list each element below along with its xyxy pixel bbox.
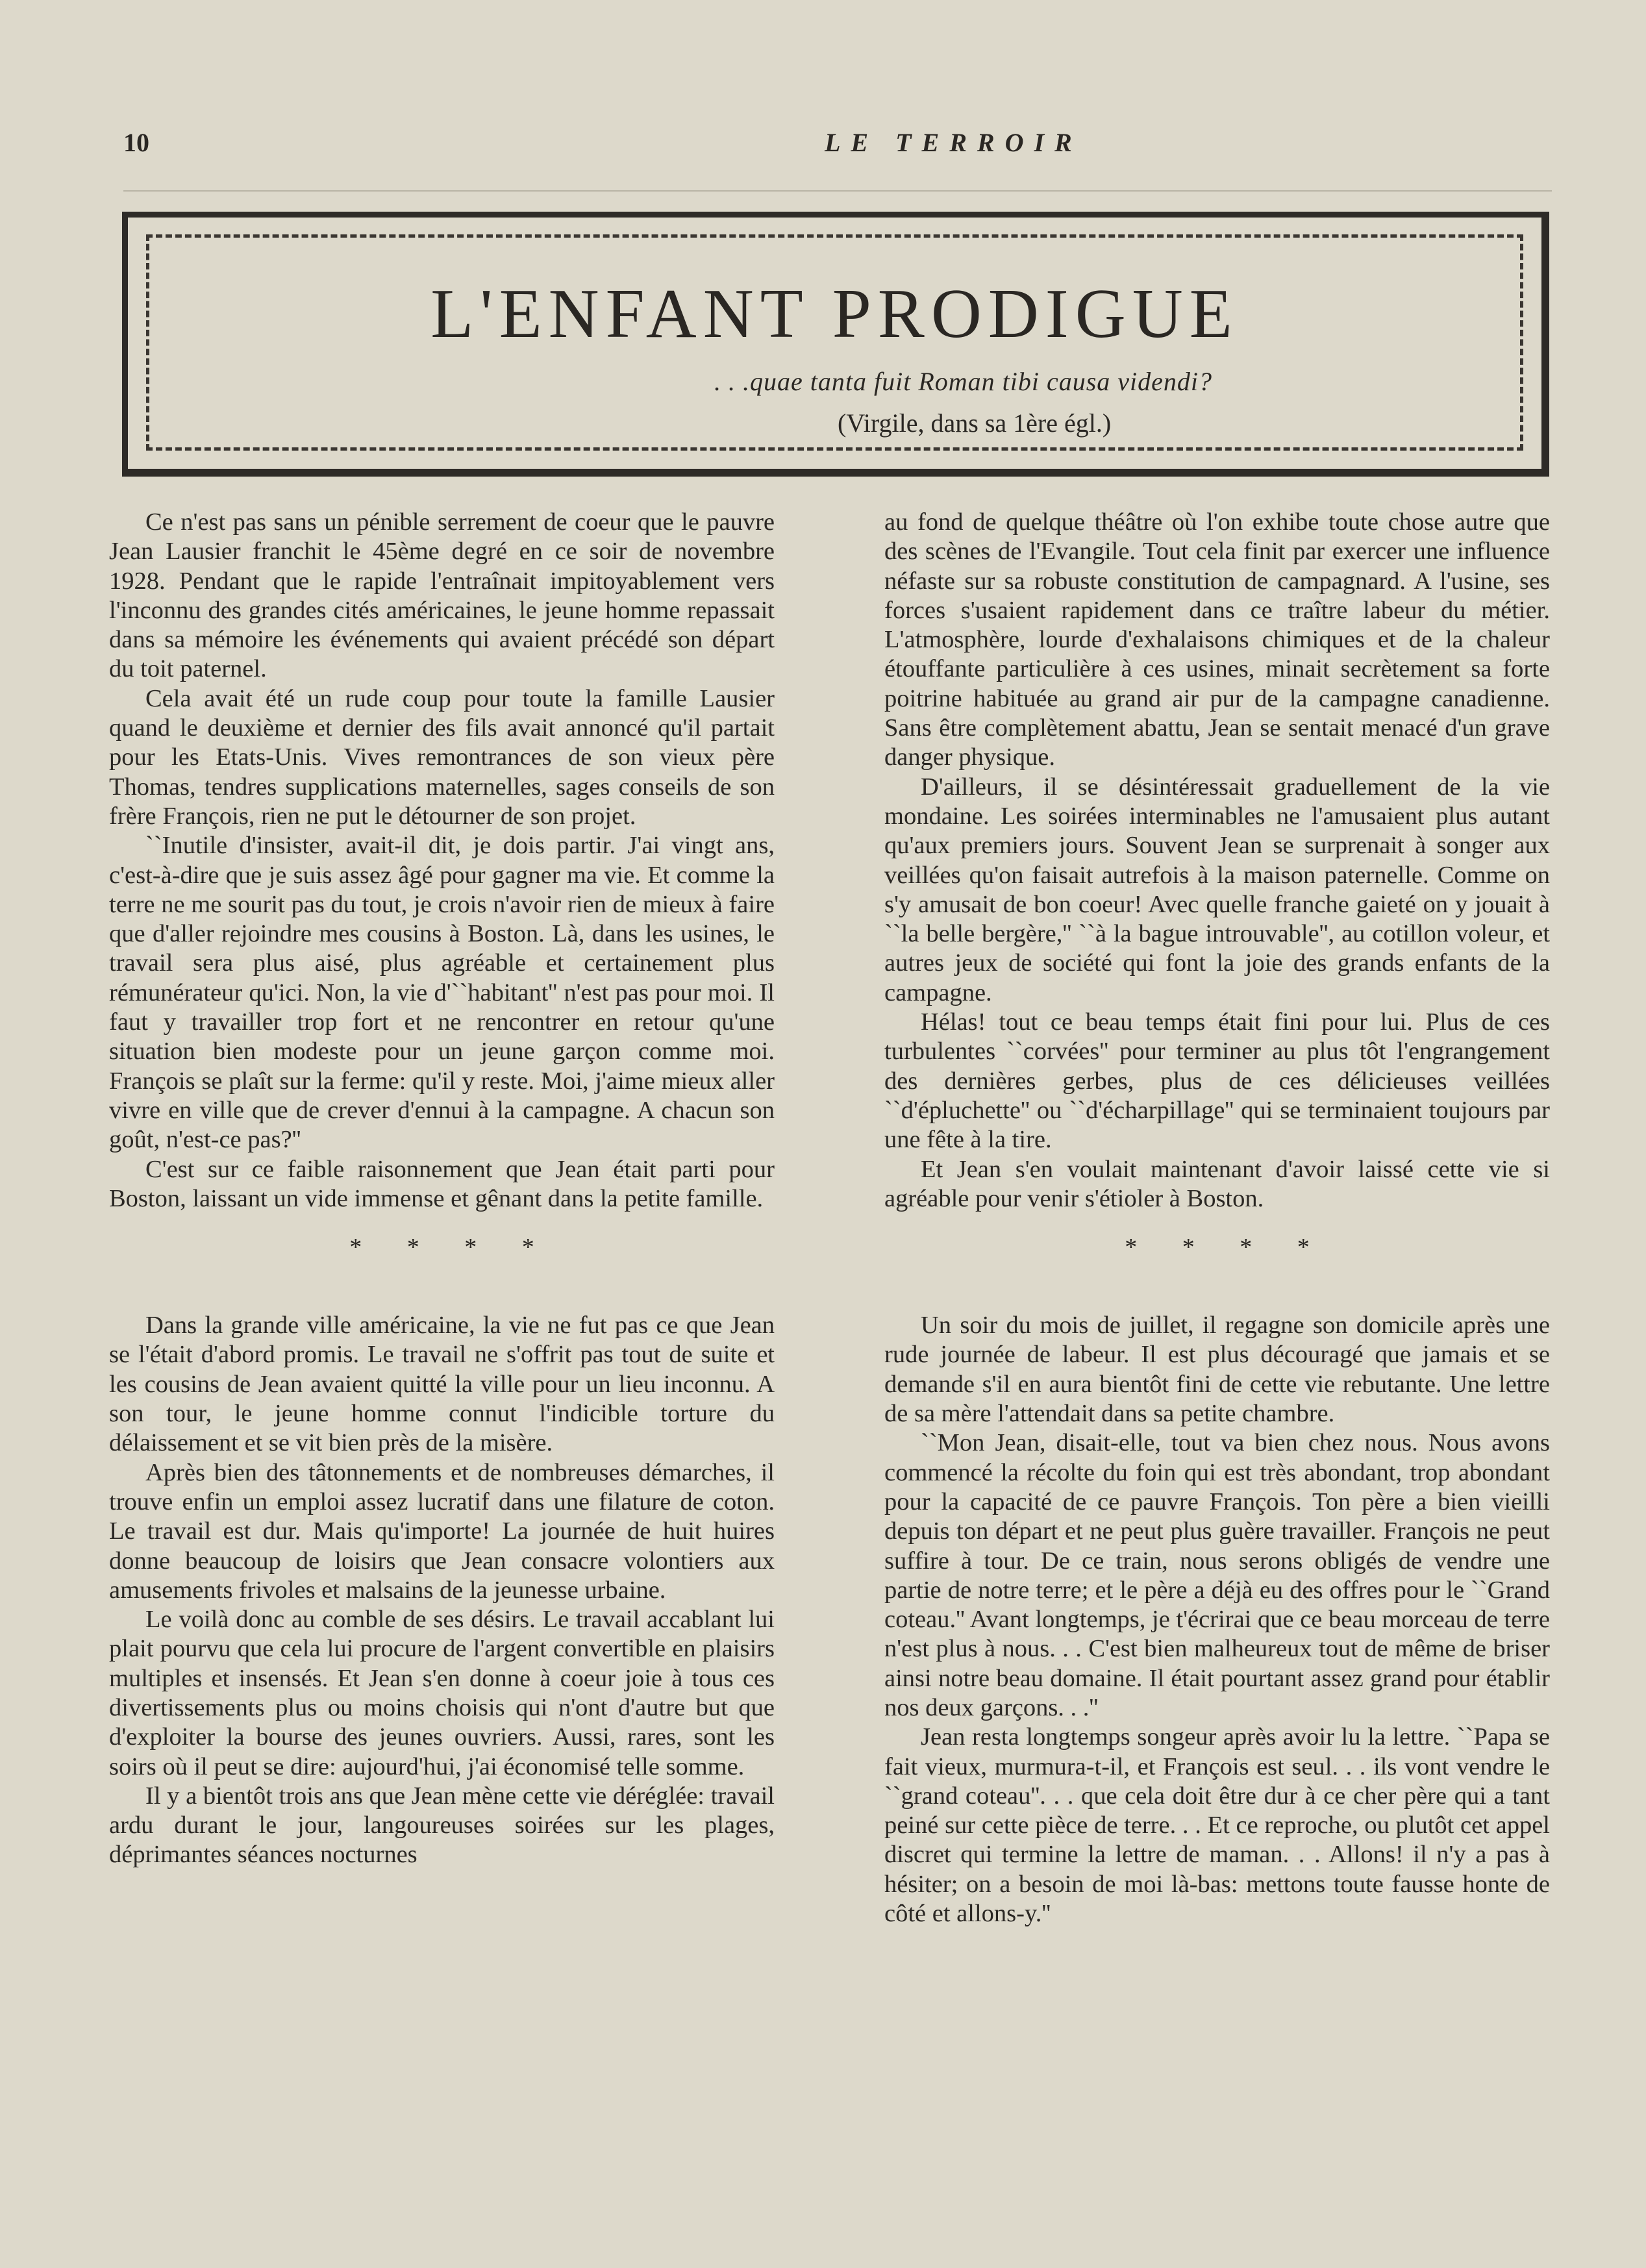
header-rule	[123, 190, 1552, 192]
paragraph: Hélas! tout ce beau temps était fini pour lui. Plus de ces turbulentes ``corvées'' pour terminer au plus tôt l'engrangement des dernières gerbes, plus de ces délicieuses veillées ``d'épluchette'' ou ``d'écharpillage'' qui se terminaient toujours par une fête à la tire.	[884, 1008, 1550, 1154]
paragraph: ``Inutile d'insister, avait-il dit, je dois partir. J'ai vingt ans, c'est-à-dire que je suis assez âgé pour gagner ma vie. Et comme la terre ne me sourit pas du tout, je crois n'avoir rien de mieux à faire que d'aller rejoindre mes cousins à Boston. Là, dans les usines, le travail sera plus aisé, plus agréable et certainement plus rémunérateur qu'ici. Non, la vie d'``habitant'' n'est pas pour moi. Il faut y travailler trop fort et ne rencontrer en retour qu'une situation bien modeste pour un jeune garçon comme moi. François se plaît sur la ferme: qu'il y reste. Moi, j'aime mieux aller vivre en ville que de crever d'ennui à la campagne. A chacun son goût, n'est-ce pas?''	[109, 832, 775, 1154]
epigraph-attribution: (Virgile, dans sa 1ère égl.)	[838, 408, 1112, 438]
section-break: * * * *	[1125, 1234, 1329, 1262]
paragraph: D'ailleurs, il se désintéressait graduellement de la vie mondaine. Les soirées interminables ne l'amusaient plus autant qu'aux premiers jours. Souvent Jean se surprenait à songer aux veillées qu'on faisait autrefois à la maison paternelle. Comme on s'y amusait de bon coeur! Avec quelle franche gaieté on y jouait à ``la belle bergère,'' ``à la bague introuvable'', au cotillon voleur, et autres jeux de société qui font la joie des grands enfants de la campagne.	[884, 773, 1550, 1006]
epigraph: . . .quae tanta fuit Roman tibi causa videndi?	[714, 367, 1213, 396]
paragraph: Dans la grande ville américaine, la vie ne fut pas ce que Jean se l'était d'abord promis. Le travail ne s'offrit pas tout de suite et les cousins de Jean avaient quitté la ville pour un lieu inconnu. A son tour, le jeune homme connut l'indicible torture du délaissement et se vit bien près de la misère.	[109, 1312, 775, 1457]
paragraph: Le voilà donc au comble de ses désirs. Le travail accablant lui plait pourvu que cela lui procure de l'argent convertible en plaisirs multiples et insensés. Et Jean s'en donne à coeur joie à tous ces divertissements plus ou moins choisis qui n'ont d'autre but que d'exploiter la bourse des jeunes ouvriers. Aussi, rares, sont les soirs où il peut se dire: aujourd'hui, j'ai économisé telle somme.	[109, 1606, 775, 1780]
paragraph: Un soir du mois de juillet, il regagne son domicile après une rude journée de labeur. Il est plus découragé que jamais et se demande s'il en aura bientôt fini de cette vie rebutante. Une lettre de sa mère l'attendait dans sa petite chambre.	[884, 1312, 1550, 1428]
left-column	[109, 508, 775, 1870]
title-box	[122, 212, 1549, 477]
section-break: * * * *	[349, 1234, 554, 1262]
paragraph: Et Jean s'en voulait maintenant d'avoir laissé cette vie si agréable pour venir s'étioler à Boston.	[884, 1155, 1550, 1212]
journal-title: LE TERROIR	[825, 128, 1082, 157]
paragraph: C'est sur ce faible raisonnement que Jean était parti pour Boston, laissant un vide immense et gênant dans la petite famille.	[109, 1155, 775, 1212]
paragraph: au fond de quelque théâtre où l'on exhibe toute chose autre que des scènes de l'Evangile. Tout cela finit par exercer une influence néfaste sur sa robuste constitution de campagnard. A l'usine, ses forces s'usaient rapidement dans ce traître labeur du métier. L'atmosphère, lourde d'exhalaisons chimiques et de la chaleur étouffante particulière à ces usines, minait secrètement sa forte poitrine habituée au grand air pur de la campagne canadienne. Sans être complètement abattu, Jean se sentait menacé d'un grave danger physique.	[884, 508, 1550, 771]
right-column	[884, 508, 1550, 1928]
title-inner-dashed-frame	[146, 234, 1523, 451]
article-title: L'ENFANT PRODIGUE	[430, 275, 1239, 353]
paragraph: Cela avait été un rude coup pour toute la famille Lausier quand le deuxième et dernier des fils avait annoncé qu'il partait pour les Etats-Unis. Vives remontrances de son vieux père Thomas, tendres supplications maternelles, sages conseils de son frère François, rien ne put le détourner de son projet.	[109, 684, 775, 830]
page-number: 10	[123, 128, 149, 157]
paragraph: Après bien des tâtonnements et de nombreuses démarches, il trouve enfin un emploi assez lucratif dans une filature de coton. Le travail est dur. Mais qu'importe! La journée de huit huires donne beaucoup de loisirs que Jean consacre volontiers aux amusements frivoles et malsains de la jeunesse urbaine.	[109, 1458, 775, 1604]
paragraph: Il y a bientôt trois ans que Jean mène cette vie déréglée: travail ardu durant le jour, langoureuses soirées sur les plages, déprimantes séances nocturnes	[109, 1782, 775, 1869]
paragraph: ``Mon Jean, disait-elle, tout va bien chez nous. Nous avons commencé la récolte du foin qui est très abondant, trop abondant pour la capacité de ce pauvre François. Ton père a bien vieilli depuis ton départ et ne peut plus guère travailler. François ne peut suffire à tour. De ce train, nous serons obligés de vendre une partie de notre terre; et le père a déjà eu des offres pour le ``Grand coteau.'' Avant longtemps, je t'écrirai que ce beau morceau de terre n'est plus à nous. . . C'est bien malheureux tout de même de briser ainsi notre beau domaine. Il était pourtant assez grand pour établir nos deux garçons. . .''	[884, 1429, 1550, 1721]
paragraph: Jean resta longtemps songeur après avoir lu la lettre. ``Papa se fait vieux, murmura-t-il, et François est seul. . . ils vont vendre le ``grand coteau''. . . que cela doit être dur à ce cher père qui a tant peiné sur cette pièce de terre. . . Et ce reproche, ou plutôt cet appel discret qui termine la lettre de maman. . . Allons! il n'y a pas à hésiter; on a besoin de moi là-bas: mettons toute fausse honte de côté et allons-y.''	[884, 1723, 1550, 1928]
running-head	[123, 127, 1552, 166]
paragraph: Ce n'est pas sans un pénible serrement de coeur que le pauvre Jean Lausier franchit le 45ème degré en ce soir de novembre 1928. Pendant que le rapide l'entraînait impitoyablement vers l'inconnu des grandes cités américaines, le jeune homme repassait dans sa mémoire les événements qui avaient précédé son départ du toit paternel.	[109, 508, 775, 683]
